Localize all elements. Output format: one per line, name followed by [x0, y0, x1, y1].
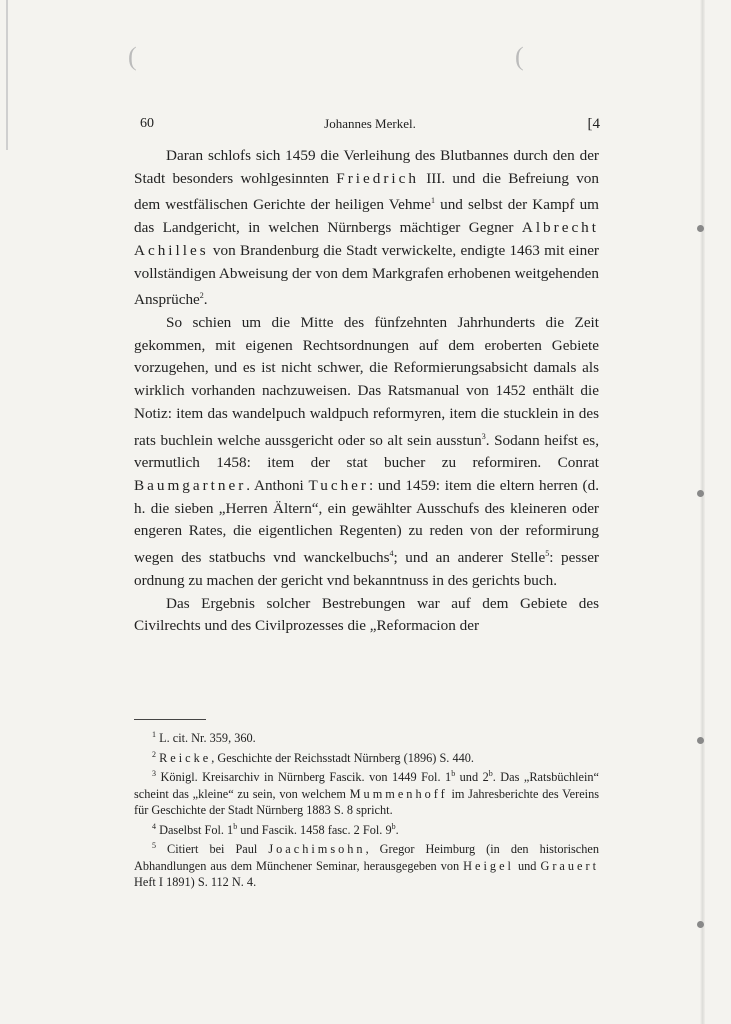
page-edge-left [6, 0, 8, 150]
scan-mark-left: ( [128, 42, 137, 71]
section-marker: [4 [587, 116, 600, 132]
footnote: $^1$ L. cit. Nr. 359, 360. [152, 730, 256, 746]
binding-mark [697, 490, 704, 497]
footnotes [134, 727, 599, 891]
page-number: 60 [140, 116, 154, 131]
footnote: $^2$ Reicke, Geschichte der Reichsstadt Nürnberg (1896) S. 440. [152, 749, 474, 765]
binding-mark [697, 921, 704, 928]
scan-mark-right: ( [515, 42, 524, 71]
footnote: $^3$ Königl. Kreisarchiv in Nürnberg Fascik. von 1449 Fol. 1$^b$ und 2$^b$. Das „Ratsbüchlein“ scheint das „kleine“ zu sein, von welchem Mummenhoff im Jahresberichte des Vereins für Geschichte der Stadt Nürnberg 1883 S. 8 spricht. [134, 769, 600, 818]
footnote: $^4$ Daselbst Fol. 1$^b$ und Fascik. 1458 fasc. 2 Fol. 9$^b$. [152, 821, 399, 837]
binding-mark [697, 737, 704, 744]
footnote-ref: 4 [389, 549, 394, 559]
paragraph: Daran schlofs sich 1459 die Verleihung des Blutbannes durch den der Stadt besonders wohlgesinnten Friedrich III. und die Befreiung von dem westfälischen Gerichte der heiligen Vehme$^1$ und selbst der Kampf um das Landgericht, in welchen Nürnbergs mächtiger Gegner Albrecht Achilles von Brandenburg die Stadt verwickelte, endigte 1463 mit einer vollständigen Abweisung der von dem Markgrafen erhobenen weitgehenden Ansprüche$^2$. [134, 147, 599, 309]
binding-shadow [700, 0, 705, 1024]
main-text [134, 145, 599, 638]
footnote-ref: 5 [545, 549, 550, 559]
paragraph: Das Ergebnis solcher Bestrebungen war auf dem Gebiete des Civilrechts und des Civilprozesses die „Reformacion der [134, 594, 599, 635]
footnote-rule [134, 719, 206, 720]
footnote-ref: 3 [481, 431, 486, 441]
binding-mark [697, 225, 704, 232]
running-title: Johannes Merkel. [324, 116, 416, 131]
footnote: $^5$ Citiert bei Paul Joachimsohn, Gregor Heimburg (in den historischen Abhandlungen aus dem Münchener Seminar, herausgegeben von Heigel und Grauert Heft I 1891) S. 112 N. 4. [134, 841, 600, 890]
paragraph: So schien um die Mitte des fünfzehnten Jahrhunderts die Zeit gekommen, mit eigenen Rechtsordnungen auf dem eroberten Gebiete vorzugehen, und es ist nicht schwer, die Reformierungsabsicht damals als wirklich vorhanden nachzuweisen. Das Ratsmanual von 1452 enthält die Notiz: item das wandelpuch waldpuch reformyren, item die stucklein in des rats buchlein welche aussgericht oder so alt sein ausstun$^3$. Sodann heifst es, vermutlich 1458: item der stat bucher zu reformiren. Conrat Baumgartner. Anthoni Tucher: und 1459: item die eltern herren (d. h. die sieben „Herren Ältern“, ein gewählter Ausschufs des kleineren oder engeren Rates, die eigentlichen Regenten) zu reden von der reformirung wegen des statbuchs vnd wanckelbuchs$^4$; und an anderer Stelle$^5$: pesser ordnung zu machen der gericht vnd bekanntnuss in des gerichts buch. [134, 314, 600, 589]
footnote-ref: 1 [430, 196, 435, 206]
page-header [140, 116, 600, 136]
footnote-ref: 2 [199, 291, 204, 301]
